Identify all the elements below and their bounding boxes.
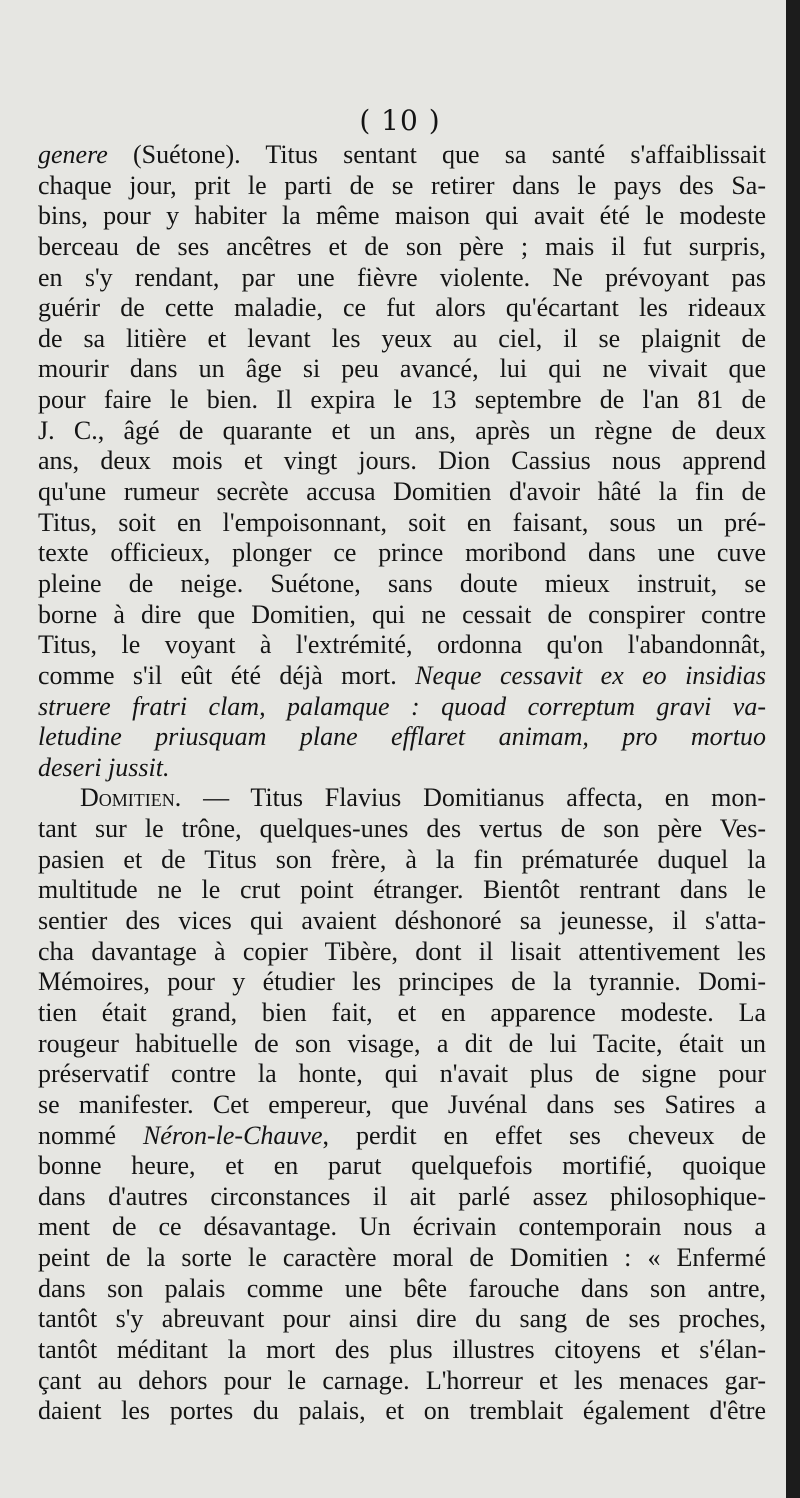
text-line: Mémoires, pour y étudier les principes de la tyrannie. Domi- [38,967,766,997]
text-line: dans d'autres circonstances il ait parlé assez philosophique- [38,1181,766,1211]
text-line: J. C., âgé de quarante et un ans, après un règne de deux [38,415,766,445]
text-line [38,661,766,692]
text-line: multitude ne le crut point étranger. Bientôt rentrant dans le [38,875,766,905]
text-line [38,1121,766,1152]
body-text [38,140,766,1427]
paragraph-start [38,783,766,814]
text-line: pasien et de Titus son frère, à la fin prématurée duquel la [38,844,766,874]
text-line: Titus, soit en l'empoisonnant, soit en faisant, sous un pré- [38,507,766,537]
section-heading: Domitien. [80,783,182,813]
text-line: tantôt s'y abreuvant pour ainsi dire du sang de ses proches, [38,1304,766,1334]
text-line: guérir de cette maladie, ce fut alors qu'écartant les rideaux [38,293,766,323]
text-line: pleine de neige. Suétone, sans doute mieux instruit, se [38,568,766,598]
latin-quote-line: deseri jussit. [38,752,170,782]
latin-quote-line: struere fratri clam, palamque : quoad correptum gravi va- [38,691,766,721]
text-line: daient les portes du palais, et on tremblait également d'être [38,1396,766,1426]
text-line: rougeur habituelle de son visage, a dit de lui Tacite, était un [38,1028,766,1058]
text-line: bonne heure, et en parut quelquefois mortifié, quoique [38,1151,766,1181]
text-line: se manifester. Cet empereur, que Juvénal dans ses Satires a [38,1089,766,1119]
text-span: nommé [38,1120,143,1150]
text-line: mourir dans un âge si peu avancé, lui qui ne vivait que [38,354,766,384]
text-line: cha davantage à copier Tibère, dont il lisait attentivement les [38,936,766,966]
text-line: pour faire le bien. Il expira le 13 septembre de l'an 81 de [38,385,766,415]
latin-word: genere [38,140,108,169]
text-line: dans son palais comme une bête farouche dans son antre, [38,1273,766,1303]
text-line: bins, pour y habiter la même maison qui avait été le modeste [38,201,766,231]
text-span: , perdit en effet ses cheveux de [322,1120,766,1150]
text-line: berceau de ses ancêtres et de son père ; mais il fut surpris, [38,231,766,261]
text-line: chaque jour, prit le parti de se retirer dans le pays des Sa- [38,170,766,200]
text-line: tantôt méditant la mort des plus illustres citoyens et s'élan- [38,1334,766,1364]
text-line: peint de la sorte le caractère moral de Domitien : « Enfermé [38,1243,766,1273]
text-line: qu'une rumeur secrète accusa Domitien d'avoir hâté la fin de [38,477,766,507]
text-line: tant sur le trône, quelques-unes des vertus de son père Ves- [38,814,766,844]
latin-quote: Neque cessavit ex eo insidias [415,660,766,690]
page-number: ( 10 ) [359,104,441,137]
text-line: Titus, le voyant à l'extrémité, ordonna qu'on l'abandonnât, [38,630,766,660]
text-span: — Titus Flavius Domitianus affecta, en mon- [181,783,766,813]
text-line: préservatif contre la honte, qui n'avait plus de signe pour [38,1059,766,1089]
text-line: de sa litière et levant les yeux au ciel, il se plaignit de [38,323,766,353]
text-span: (Suétone). Titus sentant que sa santé s'affaiblissait [107,140,766,169]
epithet: Néron-le-Chauve [142,1120,323,1150]
text-line: sentier des vices qui avaient déshonoré sa jeunesse, il s'atta- [38,906,766,936]
text-line: en s'y rendant, par une fièvre violente. Ne prévoyant pas [38,262,766,292]
text-line: tien était grand, bien fait, et en apparence modeste. La [38,997,766,1027]
text-line: çant au dehors pour le carnage. L'horreur et les menaces gar- [38,1365,766,1395]
text-span: comme s'il eût été déjà mort. [38,660,416,690]
text-line: ans, deux mois et vingt jours. Dion Cassius nous apprend [38,446,766,476]
text-line: ment de ce désavantage. Un écrivain contemporain nous a [38,1212,766,1242]
text-line: borne à dire que Domitien, qui ne cessait de conspirer contre [38,599,766,629]
text-line: texte officieux, plonger ce prince moribond dans une cuve [38,538,766,568]
page-edge-shadow [786,0,800,1498]
text-line [38,140,766,171]
latin-quote-line: letudine priusquam plane efflaret animam, pro mortuo [38,722,766,752]
